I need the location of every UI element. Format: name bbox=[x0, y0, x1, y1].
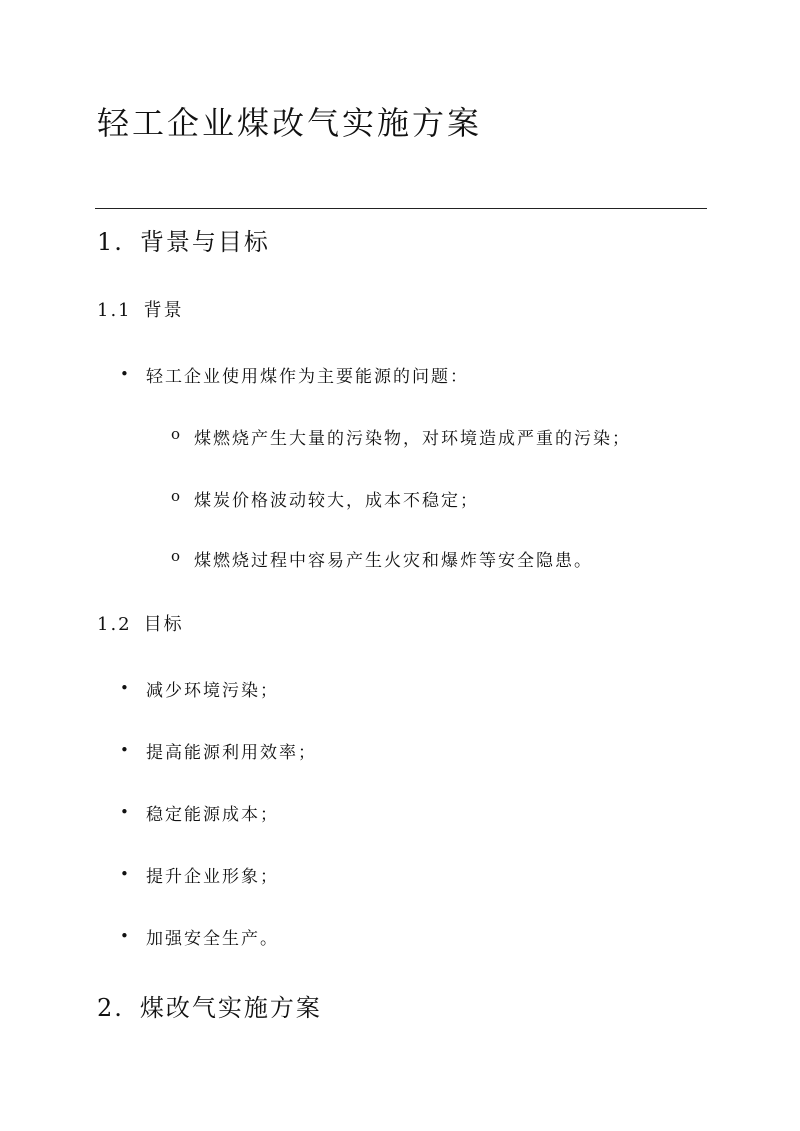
bullet-icon: • bbox=[120, 741, 131, 759]
list-item-text: 轻工企业使用煤作为主要能源的问题： bbox=[146, 367, 469, 387]
subsection-heading-1-2 bbox=[97, 610, 184, 636]
list-item bbox=[120, 862, 279, 887]
list-item-text: 稳定能源成本； bbox=[146, 805, 279, 825]
sub-list-item-text: 煤燃烧产生大量的污染物，对环境造成严重的污染； bbox=[194, 429, 631, 449]
section-heading-1 bbox=[97, 222, 270, 257]
subsection-title: 背景 bbox=[143, 300, 184, 321]
subsection-number: 1.2 bbox=[97, 614, 132, 635]
sub-list-item bbox=[171, 486, 479, 511]
circle-bullet-icon: o bbox=[171, 487, 183, 505]
title-divider bbox=[95, 208, 707, 209]
sub-list-item bbox=[171, 424, 631, 449]
section-title: 煤改气实施方案 bbox=[139, 994, 322, 1022]
list-item bbox=[120, 924, 279, 949]
sub-list-item-text: 煤炭价格波动较大，成本不稳定； bbox=[194, 491, 479, 511]
bullet-icon: • bbox=[120, 365, 131, 383]
document-title: 轻工企业煤改气实施方案 bbox=[97, 104, 483, 142]
sub-list-item-text: 煤燃烧过程中容易产生火灾和爆炸等安全隐患。 bbox=[194, 551, 593, 571]
list-item bbox=[120, 800, 279, 825]
bullet-icon: • bbox=[120, 927, 131, 945]
subsection-number: 1.1 bbox=[97, 300, 132, 321]
bullet-icon: • bbox=[120, 679, 131, 697]
section-title: 背景与目标 bbox=[139, 228, 270, 256]
section-number: 1. bbox=[97, 228, 124, 256]
list-item bbox=[120, 738, 317, 763]
list-item bbox=[120, 362, 469, 387]
bullet-icon: • bbox=[120, 803, 131, 821]
list-item-text: 减少环境污染； bbox=[146, 681, 279, 701]
list-item-text: 提升企业形象； bbox=[146, 867, 279, 887]
subsection-heading-1-1 bbox=[97, 296, 184, 322]
subsection-title: 目标 bbox=[143, 614, 184, 635]
list-item-text: 提高能源利用效率； bbox=[146, 743, 317, 763]
section-heading-2 bbox=[97, 988, 322, 1023]
sub-list-item bbox=[171, 546, 593, 571]
list-item-text: 加强安全生产。 bbox=[146, 929, 279, 949]
circle-bullet-icon: o bbox=[171, 425, 183, 443]
section-number: 2. bbox=[97, 994, 124, 1022]
list-item bbox=[120, 676, 279, 701]
bullet-icon: • bbox=[120, 865, 131, 883]
circle-bullet-icon: o bbox=[171, 547, 183, 565]
